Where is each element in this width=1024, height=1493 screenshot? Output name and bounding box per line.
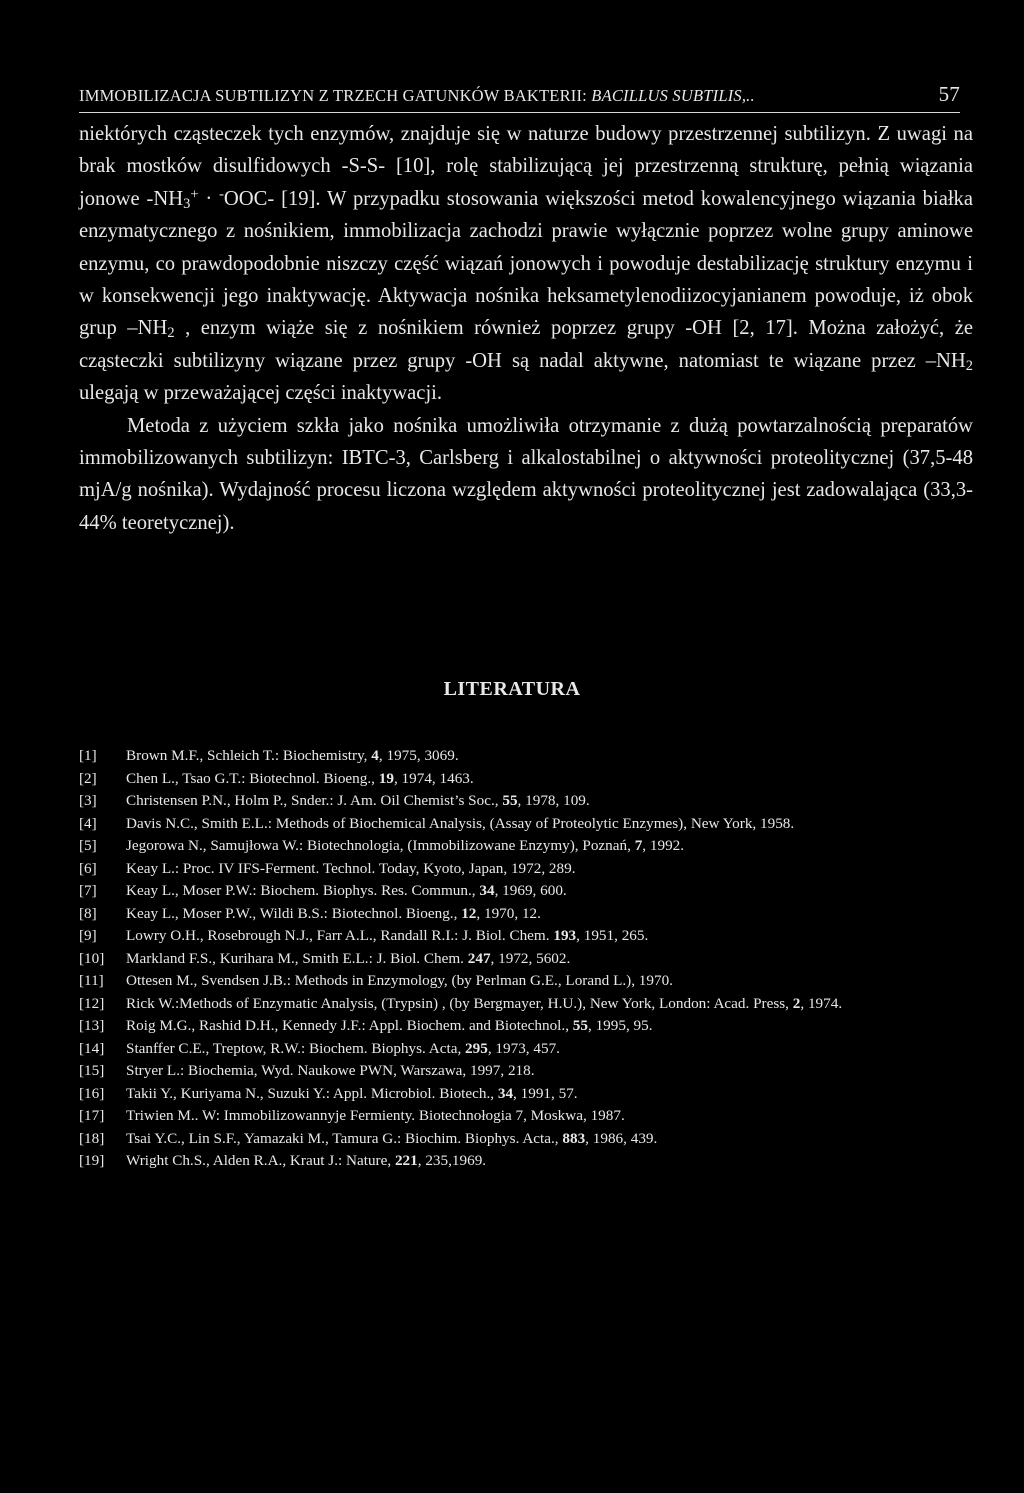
reference-text: Keay L., Moser P.W., Wildi B.S.: Biotechnol. Bioeng.,	[126, 904, 462, 922]
reference-number: [7]	[79, 882, 97, 899]
reference-item	[79, 880, 979, 903]
reference-text-tail: , 1970, 12.	[476, 904, 541, 922]
reference-text: Tsai Y.C., Lin S.F., Yamazaki M., Tamura G.: Biochim. Biophys. Acta.,	[126, 1129, 563, 1147]
reference-number: [13]	[79, 1017, 105, 1034]
reference-text: Chen L., Tsao G.T.: Biotechnol. Bioeng.,	[126, 769, 379, 787]
reference-number: [11]	[79, 972, 104, 989]
reference-number: [17]	[79, 1107, 105, 1124]
reference-item	[79, 1015, 979, 1038]
subscript: 2	[965, 358, 973, 375]
reference-text-tail: , 1969, 600.	[494, 882, 567, 899]
text-run: , enzym wiąże się z nośnikiem również poprzez grupy -OH [2, 17]. Można założyć, że cząsteczki subtilizyny wiązane przez grupy -OH są nadal aktywne, natomiast te wiązane przez –NH	[79, 317, 973, 372]
reference-text-tail: , 1974, 1463.	[393, 769, 474, 787]
reference-item	[79, 948, 979, 971]
page-number: 57	[938, 82, 960, 106]
reference-item	[79, 903, 979, 926]
reference-volume: 34	[479, 882, 495, 899]
reference-item	[79, 768, 979, 791]
reference-text: Davis N.C., Smith E.L.: Methods of Biochemical Analysis, (Assay of Proteolytic Enzymes), New York, 1958.	[126, 814, 795, 832]
reference-item	[79, 1150, 979, 1173]
reference-text: Markland F.S., Kurihara M., Smith E.L.: J. Biol. Chem.	[126, 949, 468, 967]
reference-item	[79, 1105, 979, 1128]
reference-text-tail: , 235,1969.	[417, 1152, 487, 1169]
reference-volume: 19	[378, 769, 394, 787]
reference-text-tail: , 1991, 57.	[513, 1084, 578, 1102]
paragraph-2: Metoda z użyciem szkła jako nośnika umożliwiła otrzymanie z dużą powtarzalnością preparatów immobilizowanych subtilizyn: IBTC-3, Carlsberg i alkalostabilnej o aktywności proteolitycznej (37,5-48 mjA/g nośnika). Wydajność procesu liczona względem aktywności proteolitycznej jest zadowalająca (33,3-44% teoretycznej).	[79, 414, 973, 534]
subscript: 2	[167, 325, 175, 342]
reference-text-tail: , 1975, 3069.	[378, 747, 459, 764]
superscript: -	[219, 186, 224, 203]
reference-text: Keay L.: Proc. IV IFS-Ferment. Technol. Today, Kyoto, Japan, 1972, 289.	[126, 859, 576, 877]
reference-item	[79, 1128, 979, 1151]
subscript: 3	[183, 195, 191, 212]
reference-volume: 221	[394, 1152, 418, 1169]
reference-volume: 55	[502, 792, 518, 809]
reference-number: [2]	[79, 769, 97, 787]
reference-number: [4]	[79, 814, 97, 832]
reference-number: [6]	[79, 859, 97, 877]
reference-text: Rick W.:Methods of Enzymatic Analysis, (Trypsin) , (by Bergmayer, H.U.), New York, London: Acad. Press,	[126, 994, 793, 1012]
reference-text: Jegorowa N., Samujłowa W.: Biotechnologia, (Immobilizowane Enzymy), Poznań,	[126, 837, 635, 854]
reference-text: Ottesen M., Svendsen J.B.: Methods in Enzymology, (by Perlman G.E., Lorand L.), 1970.	[126, 972, 673, 989]
reference-text-tail: , 1978, 109.	[517, 792, 590, 809]
running-title-plain: IMMOBILIZACJA SUBTILIZYN Z TRZECH GATUNKÓW BAKTERII:	[79, 86, 592, 105]
reference-volume: 2	[792, 994, 801, 1012]
reference-item	[79, 1083, 979, 1106]
reference-text-tail: , 1973, 457.	[487, 1039, 560, 1057]
reference-number: [14]	[79, 1039, 105, 1057]
text-run: OOC- [19]. W przypadku stosowania większości metod kowalencyjnego wiązania białka enzymatycznego z nośnikiem, immobilizacja zachodzi prawie wyłącznie poprzez wolne grupy aminowe enzymu, co prawdopodobnie niszczy część wiązań jonowych i powoduje destabilizację struktury enzymu i w konsekwencji jego inaktywację. Aktywacja nośnika heksametylenodiizocyjanianem powoduje, iż obok grup –NH	[79, 187, 973, 340]
reference-text: Stryer L.: Biochemia, Wyd. Naukowe PWN, Warszawa, 1997, 218.	[126, 1062, 535, 1079]
reference-text: Roig M.G., Rashid D.H., Kennedy J.F.: Appl. Biochem. and Biotechnol.,	[126, 1017, 573, 1034]
reference-number: [9]	[79, 927, 97, 944]
reference-item	[79, 1038, 979, 1061]
reference-number: [15]	[79, 1062, 105, 1079]
reference-item	[79, 745, 979, 768]
running-header	[79, 80, 960, 113]
reference-volume: 7	[634, 837, 643, 854]
reference-number: [5]	[79, 837, 97, 854]
reference-text: Christensen P.N., Holm P., Snder.: J. Am. Oil Chemist’s Soc.,	[126, 792, 503, 809]
reference-volume: 193	[553, 927, 577, 944]
reference-number: [16]	[79, 1084, 105, 1102]
reference-text-tail: , 1995, 95.	[587, 1017, 653, 1034]
reference-text: Brown M.F., Schleich T.: Biochemistry,	[126, 747, 372, 764]
reference-text: Stanffer C.E., Treptow, R.W.: Biochem. Biophys. Acta,	[126, 1039, 466, 1057]
text-run: ulegają w przeważającej części inaktywacji.	[79, 382, 443, 405]
reference-number: [3]	[79, 792, 97, 809]
reference-text: Keay L., Moser P.W.: Biochem. Biophys. Res. Commun.,	[126, 882, 480, 899]
reference-item	[79, 790, 979, 813]
reference-text-tail: , 1986, 439.	[585, 1129, 658, 1147]
reference-number: [19]	[79, 1152, 105, 1169]
reference-list	[79, 745, 979, 1173]
reference-volume: 4	[371, 747, 379, 764]
reference-item	[79, 993, 979, 1016]
reference-text-tail: , 1972, 5602.	[490, 949, 571, 967]
reference-item	[79, 858, 979, 881]
running-title	[79, 86, 755, 106]
reference-number: [10]	[79, 949, 105, 967]
reference-text: Takii Y., Kuriyama N., Suzuki Y.: Appl. Microbiol. Biotech.,	[126, 1084, 498, 1102]
reference-volume: 247	[467, 949, 491, 967]
reference-text: Wright Ch.S., Alden R.A., Kraut J.: Nature,	[126, 1152, 395, 1169]
reference-volume: 295	[465, 1039, 488, 1057]
reference-text: Lowry O.H., Rosebrough N.J., Farr A.L., Randall R.I.: J. Biol. Chem.	[126, 927, 554, 944]
reference-number: [1]	[79, 747, 97, 764]
body-text	[79, 118, 973, 539]
reference-text: Triwien M.. W: Immobilizowannyje Fermienty. Biotechnołogia 7, Moskwa, 1987.	[126, 1107, 625, 1124]
reference-text-tail: , 1974.	[800, 994, 843, 1012]
reference-volume: 12	[461, 904, 477, 922]
reference-number: [12]	[79, 994, 105, 1012]
paragraph-1	[79, 118, 973, 410]
reference-item	[79, 813, 979, 836]
running-title-italic: BACILLUS SUBTILIS,..	[591, 86, 755, 105]
reference-volume: 34	[497, 1084, 514, 1102]
reference-item	[79, 925, 979, 948]
section-title: LITERATURA	[443, 678, 581, 700]
reference-volume: 55	[572, 1017, 588, 1034]
reference-number: [8]	[79, 904, 97, 922]
reference-text-tail: , 1951, 265.	[576, 927, 649, 944]
text-run: ·	[198, 187, 220, 210]
superscript: +	[190, 186, 199, 203]
reference-item	[79, 835, 979, 858]
reference-number: [18]	[79, 1129, 105, 1147]
reference-text-tail: , 1992.	[642, 837, 685, 854]
reference-volume: 883	[562, 1129, 586, 1147]
text-run: niektórych cząsteczek tych enzymów, znajduje się w naturze budowy przestrzennej subtilizyn. Z uwagi na brak mostków disulfidowych -S-S- [10], rolę stabilizującą jej przestrzenną strukturę, pełnią wiązania jonowe -NH	[79, 123, 973, 210]
reference-item	[79, 970, 979, 993]
reference-item	[79, 1060, 979, 1083]
